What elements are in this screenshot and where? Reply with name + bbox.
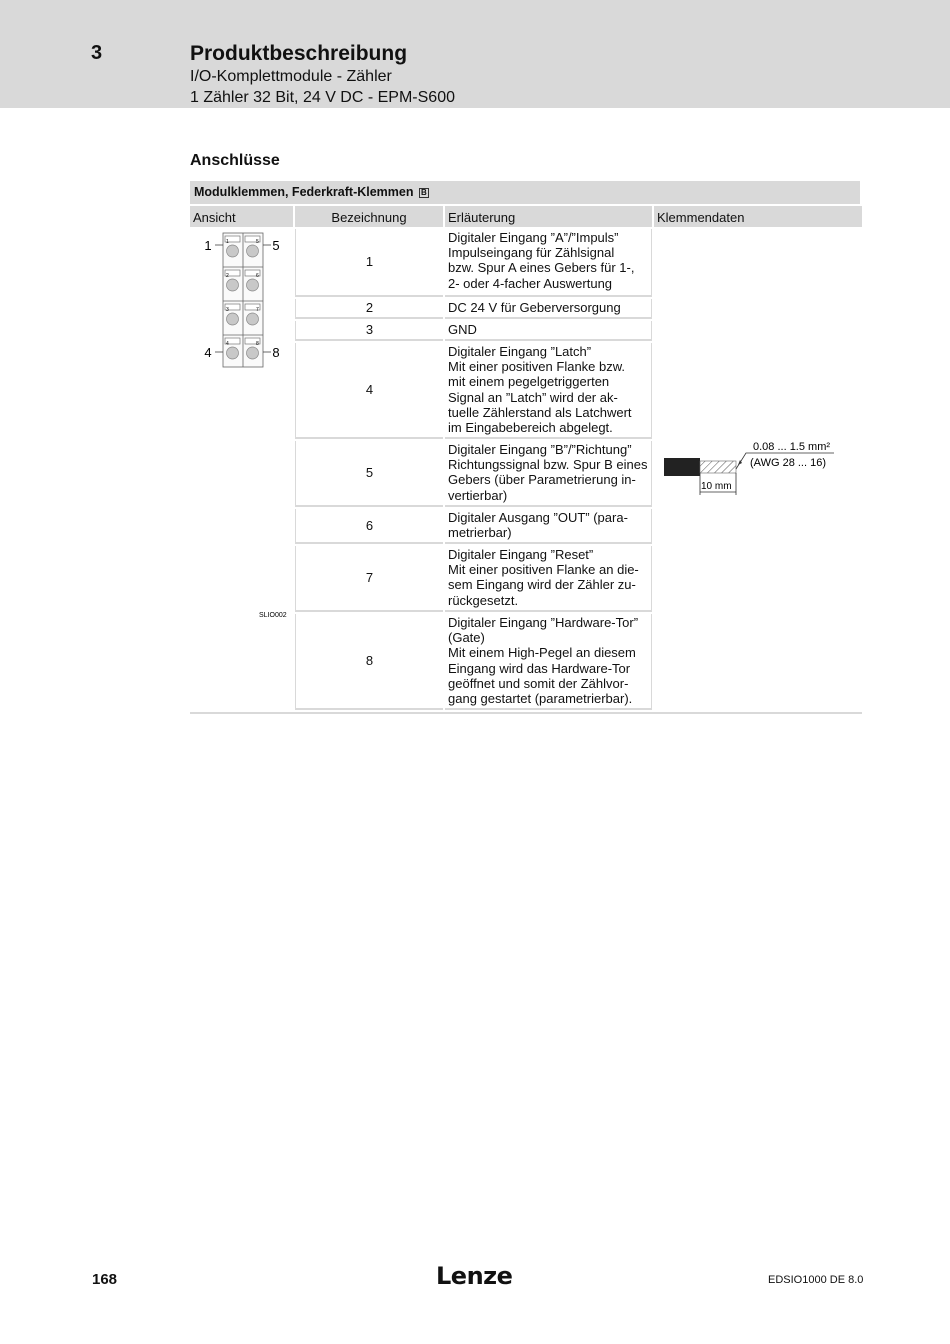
description-line: DC 24 V für Geberversorgung bbox=[448, 300, 621, 315]
slot-number-2: 2 bbox=[226, 273, 229, 279]
terminal-label-5: 5 bbox=[272, 238, 280, 253]
description-line: Mit einem High-Pegel an diesem bbox=[448, 645, 636, 661]
slot-number-5: 5 bbox=[256, 239, 259, 245]
description-line: Digitaler Eingang ”Hardware-Tor” bbox=[448, 615, 639, 630]
wire-insulation bbox=[664, 458, 700, 476]
row-number: 2 bbox=[295, 299, 443, 319]
description-line: Digitaler Ausgang ”OUT” (para- bbox=[448, 510, 628, 525]
terminal-view-cell bbox=[190, 229, 293, 710]
description-line: Digitaler Eingang ”A”/”Impuls” bbox=[448, 230, 619, 245]
description-line: sem Eingang wird der Zähler zu- bbox=[448, 577, 636, 593]
row-number: 4 bbox=[295, 343, 443, 439]
description-line: Signal an ”Latch” wird der ak- bbox=[448, 389, 618, 405]
description-line: Impulseingang für Zählsignal bbox=[448, 245, 615, 261]
document-id: EDSIO1000 DE 8.0 bbox=[768, 1274, 864, 1286]
row-description bbox=[445, 614, 652, 710]
description-line: 2- oder 4-facher Auswertung bbox=[448, 275, 613, 291]
row-number: 5 bbox=[295, 441, 443, 507]
column-header-ansicht: Ansicht bbox=[190, 206, 293, 227]
section-heading: Anschlüsse bbox=[190, 152, 280, 169]
wire-conductor bbox=[700, 461, 736, 473]
column-header-klemmendaten: Klemmendaten bbox=[654, 206, 862, 227]
description-line: rückgesetzt. bbox=[448, 592, 519, 608]
row-description bbox=[445, 509, 652, 544]
row-description bbox=[445, 321, 652, 341]
description-line: metrierbar) bbox=[448, 525, 512, 541]
table-bottom-rule bbox=[190, 712, 862, 714]
terminal-block-figure bbox=[190, 229, 293, 629]
column-header-bezeichnung: Bezeichnung bbox=[295, 206, 443, 227]
row-number: 1 bbox=[295, 229, 443, 297]
slot-number-7: 7 bbox=[256, 307, 259, 313]
slot-number-8: 8 bbox=[256, 341, 259, 347]
description-line: (Gate) bbox=[448, 630, 485, 646]
row-description bbox=[445, 343, 652, 439]
terminal-table bbox=[190, 181, 860, 714]
terminal-table-grid bbox=[188, 204, 864, 712]
description-line: Gebers (über Parametrierung in- bbox=[448, 472, 636, 488]
terminal-label-1: 1 bbox=[204, 238, 212, 253]
row-number: 6 bbox=[295, 509, 443, 544]
description-line: im Eingabebereich abgelegt. bbox=[448, 420, 613, 436]
description-line: geöffnet und somit der Zählvor- bbox=[448, 675, 629, 691]
slot-number-1: 1 bbox=[226, 239, 229, 245]
description-line: Mit einer positiven Flanke bzw. bbox=[448, 359, 626, 375]
description-line: mit einem pegelgetriggerten bbox=[448, 374, 610, 390]
lenze-logo: Lenze bbox=[436, 1262, 513, 1290]
description-line: tuelle Zählerstand als Latchwert bbox=[448, 404, 632, 420]
strip-length: 10 mm bbox=[701, 481, 732, 492]
subtitle-line-2: 1 Zähler 32 Bit, 24 V DC - EPM-S600 bbox=[190, 89, 455, 106]
description-line: Digitaler Eingang ”B”/”Richtung” bbox=[448, 442, 632, 457]
table-caption bbox=[190, 181, 860, 204]
row-number: 3 bbox=[295, 321, 443, 341]
row-number: 8 bbox=[295, 614, 443, 710]
slot-number-4: 4 bbox=[226, 341, 229, 347]
description-line: Digitaler Eingang ”Latch” bbox=[448, 344, 592, 359]
description-line: gang gestartet (parametrierbar). bbox=[448, 691, 633, 707]
caption-badge: B bbox=[420, 188, 427, 197]
row-description bbox=[445, 546, 652, 612]
row-description bbox=[445, 229, 652, 297]
figure-id: SLIO002 bbox=[259, 612, 287, 619]
column-header-erlaeuterung: Erläuterung bbox=[445, 206, 652, 227]
description-line: bzw. Spur A eines Gebers für 1-, bbox=[448, 260, 635, 276]
terminal-label-8: 8 bbox=[272, 345, 280, 360]
slot-number-3: 3 bbox=[226, 307, 229, 313]
wire-awg: (AWG 28 ... 16) bbox=[750, 457, 827, 469]
subtitle-line-1: I/O-Komplettmodule - Zähler bbox=[190, 68, 392, 85]
description-line: Richtungssignal bzw. Spur B eines bbox=[448, 457, 648, 473]
terminal-data-cell bbox=[654, 229, 862, 710]
row-description bbox=[445, 299, 652, 319]
terminal-label-4: 4 bbox=[204, 345, 212, 360]
description-line: Digitaler Eingang ”Reset” bbox=[448, 547, 594, 562]
row-description bbox=[445, 441, 652, 507]
description-line: Eingang wird das Hardware-Tor bbox=[448, 660, 631, 676]
header-band bbox=[0, 0, 950, 108]
chapter-number: 3 bbox=[91, 42, 103, 64]
wire-strip-figure bbox=[654, 229, 862, 519]
description-line: vertierbar) bbox=[448, 487, 508, 503]
row-number: 7 bbox=[295, 546, 443, 612]
table-caption-text: Modulklemmen, Federkraft-Klemmen bbox=[194, 185, 414, 199]
slot-number-6: 6 bbox=[256, 273, 259, 279]
page-number: 168 bbox=[92, 1271, 118, 1288]
chapter-title: Produktbeschreibung bbox=[190, 42, 408, 65]
description-line: Mit einer positiven Flanke an die- bbox=[448, 562, 639, 578]
description-line: GND bbox=[448, 322, 477, 337]
wire-cross-section: 0.08 ... 1.5 mm² bbox=[753, 441, 831, 453]
table-row bbox=[190, 229, 862, 297]
